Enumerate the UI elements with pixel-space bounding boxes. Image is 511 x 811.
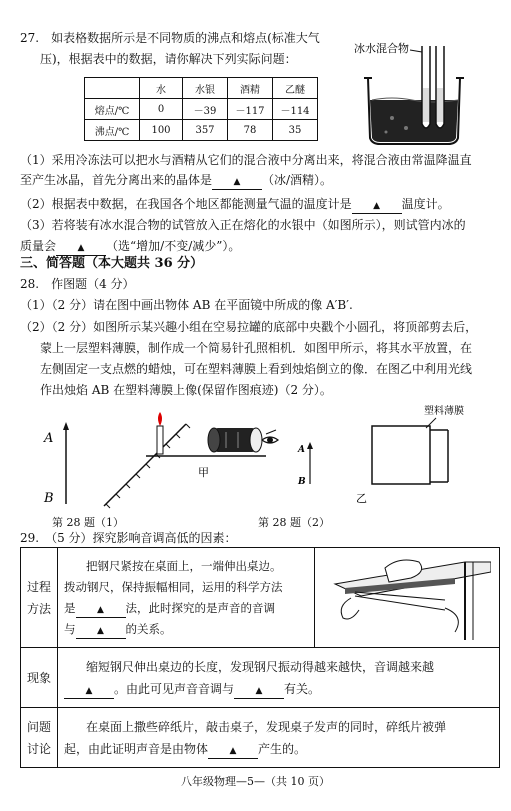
table-cell: 357 — [183, 120, 228, 141]
process-c-post: 法，此时探究的是声音的音调 — [125, 600, 275, 615]
figure-yi-label: 乙 — [356, 492, 367, 505]
q28-p2d: 作出烛焰 AB 在塑料薄膜上像(保留作图痕迹)（2 分）。 — [40, 383, 332, 397]
q29-title: 29. （5 分）探究影响音调高低的因素： — [20, 531, 237, 545]
q27-p3a: （3）若将装有冰水混合物的试管放入正在熔化的水银中（如图所示），则试管内冰的 — [20, 218, 466, 232]
table-cell: 沸点/℃ — [85, 120, 140, 141]
discussion-line-a: 在桌面上撒些碎纸片，敲击桌子，发现桌子发声的同时，碎纸片被弹 — [86, 719, 447, 734]
table-cell: 78 — [228, 120, 273, 141]
process-d-post: 的关系。 — [125, 621, 172, 636]
q28-title: 28. 作图题（4 分） — [20, 277, 135, 291]
q27-p3b — [20, 238, 240, 256]
answer-blank[interactable]: ▲ — [76, 625, 126, 639]
process-line-b: 拨动钢尺，保持振幅相同，运用的科学方法 — [64, 579, 283, 594]
q28-p1: （1）（2 分）请在图中画出物体 AB 在平面镜中所成的像 A′B′. — [20, 298, 353, 312]
q28-p2a: （2）（2 分）如图所示某兴趣小组在空易拉罐的底部中央戳个小圆孔，将顶部剪去后， — [20, 320, 478, 334]
point-b-label: B — [44, 491, 54, 506]
phenomenon-cell — [58, 648, 500, 708]
table-row — [21, 708, 500, 768]
q27-p1b-pre: 至产生冰晶，首先分离出来的晶体是 — [20, 173, 213, 187]
table-cell: 100 — [140, 120, 183, 141]
section-title: 三、简答题（本大题共 36 分） — [20, 256, 204, 271]
process-line-a: 把钢尺紧按在桌面上，一端伸出桌边。 — [86, 558, 282, 573]
process-line-d — [64, 619, 308, 640]
ruler-on-desk-figure — [315, 548, 491, 640]
q27-p1b — [20, 172, 332, 190]
phenomenon-line-a: 缩短钢尺伸出桌边的长度，发现钢尺振动得越来越快，音调越来越 — [86, 659, 435, 674]
discussion-line-b — [64, 738, 493, 760]
q28-p2c: 左侧固定一支点燃的蜡烛，可在塑料薄膜上看到烛焰倒立的像．在图乙中利用光线 — [40, 362, 473, 376]
table-header-cell: 水 — [140, 78, 183, 99]
q27-p3b-post: （选“增加/不变/减少”）。 — [106, 239, 241, 253]
discussion-b-post: 产生的。 — [258, 741, 307, 756]
point-a-label: A — [44, 431, 54, 446]
film-box-figure — [344, 402, 494, 512]
phenomenon-b-mid: 。由此可见声音音调与 — [114, 681, 235, 696]
q27-line2: 压)，根据表中的数据，请你解决下列实际问题： — [40, 52, 297, 66]
experiment-table — [20, 547, 500, 768]
answer-blank[interactable]: ▲ — [212, 176, 262, 190]
table-row — [21, 548, 500, 648]
table-cell: －39 — [183, 99, 228, 120]
row-label-discussion: 问题讨论 — [21, 708, 58, 768]
page-footer: 八年级物理—5—（共 10 页） — [181, 775, 330, 788]
figure-jia-label: 甲 — [198, 466, 209, 479]
answer-blank[interactable]: ▲ — [208, 745, 258, 759]
table-cell: 熔点/℃ — [85, 99, 140, 120]
answer-blank[interactable]: ▲ — [76, 604, 126, 618]
process-c-pre: 是 — [64, 600, 76, 615]
table-cell: 0 — [140, 99, 183, 120]
table-row — [85, 99, 318, 120]
small-a-label: A — [298, 445, 305, 455]
ab-arrow-figure — [296, 440, 316, 490]
answer-blank[interactable]: ▲ — [56, 242, 106, 256]
q28-p2b: 蒙上一层塑料薄膜，制作成一个简易针孔照相机．如图甲所示，将其水平放置，在 — [40, 341, 473, 355]
process-line-c — [64, 598, 308, 619]
answer-blank[interactable]: ▲ — [234, 685, 284, 699]
table-header-cell — [85, 78, 140, 99]
q27-p2-pre: （2）根据表中数据，在我国各个地区都能测量气温的温度计是 — [20, 197, 352, 211]
table-cell: －117 — [228, 99, 273, 120]
table-cell: 35 — [273, 120, 318, 141]
table-header-cell: 乙醚 — [273, 78, 318, 99]
discussion-b-pre: 起，由此证明声音是由物体 — [64, 741, 209, 756]
discussion-cell — [58, 708, 500, 768]
answer-blank[interactable]: ▲ — [352, 200, 402, 214]
ice-water-label: 冰水混合物 — [354, 42, 409, 55]
table-cell: －114 — [273, 99, 318, 120]
q27-p3b-pre: 质量会 — [20, 239, 57, 253]
ruler-image-cell — [315, 548, 500, 648]
q27-p2-post: 温度计。 — [401, 197, 450, 211]
film-label: 塑料薄膜 — [424, 406, 464, 417]
row-label-phenomenon: 现象 — [21, 648, 58, 708]
melting-boiling-table — [84, 77, 318, 141]
table-row — [85, 120, 318, 141]
phenomenon-line-b — [64, 678, 493, 700]
caption-28-2: 第 28 题（2） — [258, 516, 330, 529]
table-header-cell: 水银 — [183, 78, 228, 99]
process-d-pre: 与 — [64, 621, 76, 636]
q27-p2 — [20, 196, 450, 214]
caption-28-1: 第 28 题（1） — [52, 516, 124, 529]
process-cell — [58, 548, 315, 648]
row-label-process: 过程方法 — [21, 548, 58, 648]
table-row — [21, 648, 500, 708]
q27-p1a: （1）采用冷冻法可以把水与酒精从它们的混合液中分离出来，将混合液由常温降温直 — [20, 153, 472, 167]
table-header-cell: 酒精 — [228, 78, 273, 99]
beaker-figure — [352, 38, 478, 148]
q27-line1: 27. 如表格数据所示是不同物质的沸点和熔点(标准大气 — [20, 31, 320, 45]
q27-p1b-post: （冰/酒精）。 — [262, 173, 333, 187]
table-header-row — [85, 78, 318, 99]
answer-blank[interactable]: ▲ — [64, 685, 114, 699]
small-b-label: B — [298, 477, 306, 487]
phenomenon-b-post: 有关。 — [284, 681, 321, 696]
